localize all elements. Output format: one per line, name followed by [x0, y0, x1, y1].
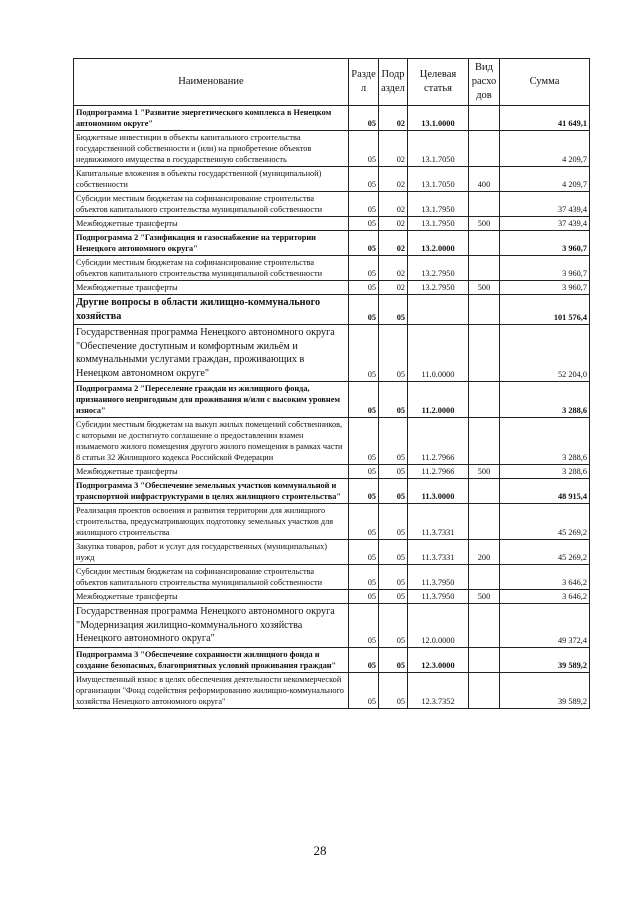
- row-vid: [469, 131, 500, 167]
- table-row: [74, 540, 590, 565]
- row-podrazdel: 05: [379, 325, 408, 382]
- row-name: Реализация проектов освоения и развития территории для жилищного строительства, предусматривающих подготовку земельных участков для жилищного строительства: [74, 504, 349, 540]
- row-podrazdel: 05: [379, 565, 408, 590]
- row-razdel: 05: [349, 382, 379, 418]
- row-podrazdel: 02: [379, 131, 408, 167]
- table-row: [74, 418, 590, 465]
- row-name: Субсидии местным бюджетам на софинансирование строительства объектов капитального строительства муниципальной собственности: [74, 192, 349, 217]
- row-sum: 41 649,1: [500, 106, 590, 131]
- row-razdel: 05: [349, 647, 379, 672]
- header-name: Наименование: [74, 59, 349, 106]
- row-razdel: 05: [349, 418, 379, 465]
- row-name: Субсидии местным бюджетам на выкуп жилых помещений собственников, с которыми не достигнуто соглашение о предоставлении взамен изымаемого жилого помещения другого жилого помещения в рамках части 8 статьи 32 Жилищного кодекса Российской Федерации: [74, 418, 349, 465]
- row-podrazdel: 02: [379, 256, 408, 281]
- row-sum: 45 269,2: [500, 540, 590, 565]
- row-name: Имущественный взнос в целях обеспечения деятельности некоммерческой организации "Фонд содействия реформированию жилищно-коммунального хозяйства Ненецкого автономного округа": [74, 672, 349, 708]
- row-target: 11.3.7950: [408, 590, 469, 604]
- row-target: [408, 295, 469, 325]
- row-razdel: 05: [349, 192, 379, 217]
- row-vid: [469, 256, 500, 281]
- row-target: 13.2.7950: [408, 281, 469, 295]
- table-header-row: [74, 59, 590, 106]
- row-razdel: 05: [349, 590, 379, 604]
- row-sum: 4 209,7: [500, 167, 590, 192]
- row-name: Межбюджетные трансферты: [74, 465, 349, 479]
- row-razdel: 05: [349, 106, 379, 131]
- table-row: [74, 479, 590, 504]
- row-name: Государственная программа Ненецкого автономного округа "Обеспечение доступным и комфортным жильём и коммунальными услугами граждан, проживающих в Ненецком автономном округе": [74, 325, 349, 382]
- row-vid: [469, 647, 500, 672]
- row-podrazdel: 02: [379, 231, 408, 256]
- table-row: [74, 590, 590, 604]
- row-target: 11.3.7950: [408, 565, 469, 590]
- row-sum: 3 960,7: [500, 281, 590, 295]
- row-sum: 3 646,2: [500, 590, 590, 604]
- row-podrazdel: 02: [379, 192, 408, 217]
- row-vid: [469, 418, 500, 465]
- row-podrazdel: 02: [379, 167, 408, 192]
- row-target: 11.3.7331: [408, 504, 469, 540]
- row-sum: 3 960,7: [500, 256, 590, 281]
- row-vid: 200: [469, 540, 500, 565]
- row-vid: [469, 231, 500, 256]
- row-podrazdel: 05: [379, 604, 408, 648]
- row-name: Подпрограмма 1 "Развитие энергетического комплекса в Ненецком автономном округе": [74, 106, 349, 131]
- row-name: Подпрограмма 3 "Обеспечение сохранности жилищного фонда и создание безопасных, благоприятных условий проживания граждан": [74, 647, 349, 672]
- row-name: Субсидии местным бюджетам на софинансирование строительства объектов капитального строительства муниципальной собственности: [74, 565, 349, 590]
- row-name: Государственная программа Ненецкого автономного округа "Модернизация жилищно-коммунального хозяйства Ненецкого автономного округа": [74, 604, 349, 648]
- row-razdel: 05: [349, 479, 379, 504]
- row-sum: 3 288,6: [500, 382, 590, 418]
- row-podrazdel: 05: [379, 418, 408, 465]
- page-number: 28: [313, 843, 327, 858]
- row-vid: 400: [469, 167, 500, 192]
- row-target: 11.2.7966: [408, 418, 469, 465]
- row-name: Субсидии местным бюджетам на софинансирование строительства объектов капитального строительства муниципальной собственности: [74, 256, 349, 281]
- table-row: [74, 167, 590, 192]
- row-sum: 3 288,6: [500, 418, 590, 465]
- row-razdel: 05: [349, 167, 379, 192]
- header-vid: Вид расхо дов: [469, 59, 500, 106]
- row-target: 11.3.0000: [408, 479, 469, 504]
- row-vid: [469, 382, 500, 418]
- row-razdel: 05: [349, 231, 379, 256]
- row-name: Подпрограмма 2 "Переселение граждан из жилищного фонда, признанного непригодным для проживания и/или с высоким уровнем износа": [74, 382, 349, 418]
- row-target: 12.0.0000: [408, 604, 469, 648]
- row-name: Капитальные вложения в объекты государственной (муниципальной) собственности: [74, 167, 349, 192]
- table-row: [74, 382, 590, 418]
- row-razdel: 05: [349, 131, 379, 167]
- budget-table: [73, 58, 590, 709]
- row-target: 11.2.7966: [408, 465, 469, 479]
- row-vid: [469, 295, 500, 325]
- row-razdel: 05: [349, 672, 379, 708]
- row-vid: [469, 604, 500, 648]
- row-razdel: 05: [349, 565, 379, 590]
- table-row: [74, 504, 590, 540]
- row-podrazdel: 05: [379, 590, 408, 604]
- row-razdel: 05: [349, 281, 379, 295]
- table-row: [74, 565, 590, 590]
- table-row: [74, 231, 590, 256]
- row-vid: [469, 565, 500, 590]
- row-razdel: 05: [349, 256, 379, 281]
- row-razdel: 05: [349, 295, 379, 325]
- table-row: [74, 256, 590, 281]
- row-target: 13.1.0000: [408, 106, 469, 131]
- table-row: [74, 281, 590, 295]
- row-sum: 3 960,7: [500, 231, 590, 256]
- row-target: 12.3.7352: [408, 672, 469, 708]
- row-razdel: 05: [349, 465, 379, 479]
- row-sum: 3 646,2: [500, 565, 590, 590]
- row-name: Межбюджетные трансферты: [74, 217, 349, 231]
- table-body: [74, 106, 590, 709]
- row-podrazdel: 05: [379, 479, 408, 504]
- row-razdel: 05: [349, 604, 379, 648]
- row-name: Межбюджетные трансферты: [74, 281, 349, 295]
- row-target: 13.2.7950: [408, 256, 469, 281]
- header-podrazdel: Подр аздел: [379, 59, 408, 106]
- row-name: Закупка товаров, работ и услуг для государственных (муниципальных) нужд: [74, 540, 349, 565]
- row-target: 11.3.7331: [408, 540, 469, 565]
- row-target: 13.1.7050: [408, 131, 469, 167]
- row-podrazdel: 05: [379, 382, 408, 418]
- table-row: [74, 647, 590, 672]
- row-podrazdel: 02: [379, 217, 408, 231]
- row-sum: 39 589,2: [500, 672, 590, 708]
- header-target: Целевая статья: [408, 59, 469, 106]
- table-row: [74, 604, 590, 648]
- table-row: [74, 106, 590, 131]
- table-row: [74, 325, 590, 382]
- row-sum: 39 589,2: [500, 647, 590, 672]
- row-podrazdel: 05: [379, 295, 408, 325]
- row-target: 13.1.7950: [408, 192, 469, 217]
- row-target: 13.1.7050: [408, 167, 469, 192]
- table-row: [74, 131, 590, 167]
- row-razdel: 05: [349, 325, 379, 382]
- header-razdel: Разде л: [349, 59, 379, 106]
- row-sum: 52 204,0: [500, 325, 590, 382]
- row-name: Подпрограмма 3 "Обеспечение земельных участков коммунальной и транспортной инфраструктурами в целях жилищного строительства": [74, 479, 349, 504]
- row-vid: 500: [469, 465, 500, 479]
- row-target: 12.3.0000: [408, 647, 469, 672]
- row-podrazdel: 05: [379, 647, 408, 672]
- row-vid: [469, 192, 500, 217]
- table-row: [74, 295, 590, 325]
- table-row: [74, 465, 590, 479]
- row-sum: 37 439,4: [500, 192, 590, 217]
- row-vid: 500: [469, 217, 500, 231]
- row-name: Подпрограмма 2 "Газификация и газоснабжение на территории Ненецкого автономного округа": [74, 231, 349, 256]
- row-target: 11.2.0000: [408, 382, 469, 418]
- row-vid: [469, 325, 500, 382]
- row-razdel: 05: [349, 540, 379, 565]
- row-vid: [469, 672, 500, 708]
- header-sum: Сумма: [500, 59, 590, 106]
- row-vid: 500: [469, 281, 500, 295]
- row-podrazdel: 05: [379, 504, 408, 540]
- row-name: Межбюджетные трансферты: [74, 590, 349, 604]
- row-podrazdel: 02: [379, 281, 408, 295]
- row-vid: 500: [469, 590, 500, 604]
- row-podrazdel: 05: [379, 540, 408, 565]
- row-target: 13.1.7950: [408, 217, 469, 231]
- row-name: Бюджетные инвестиции в объекты капитального строительства государственной собственности и (или) на приобретение объектов недвижимого имущества в государственную собственность: [74, 131, 349, 167]
- row-sum: 48 915,4: [500, 479, 590, 504]
- row-sum: 4 209,7: [500, 131, 590, 167]
- row-sum: 37 439,4: [500, 217, 590, 231]
- row-vid: [469, 479, 500, 504]
- row-vid: [469, 106, 500, 131]
- row-sum: 3 288,6: [500, 465, 590, 479]
- row-podrazdel: 02: [379, 106, 408, 131]
- row-vid: [469, 504, 500, 540]
- row-name: Другие вопросы в области жилищно-коммунального хозяйства: [74, 295, 349, 325]
- row-podrazdel: 05: [379, 465, 408, 479]
- row-target: 11.0.0000: [408, 325, 469, 382]
- table-row: [74, 217, 590, 231]
- row-sum: 49 372,4: [500, 604, 590, 648]
- row-sum: 101 576,4: [500, 295, 590, 325]
- row-razdel: 05: [349, 217, 379, 231]
- row-podrazdel: 05: [379, 672, 408, 708]
- row-sum: 45 269,2: [500, 504, 590, 540]
- row-target: 13.2.0000: [408, 231, 469, 256]
- row-razdel: 05: [349, 504, 379, 540]
- table-row: [74, 192, 590, 217]
- table-row: [74, 672, 590, 708]
